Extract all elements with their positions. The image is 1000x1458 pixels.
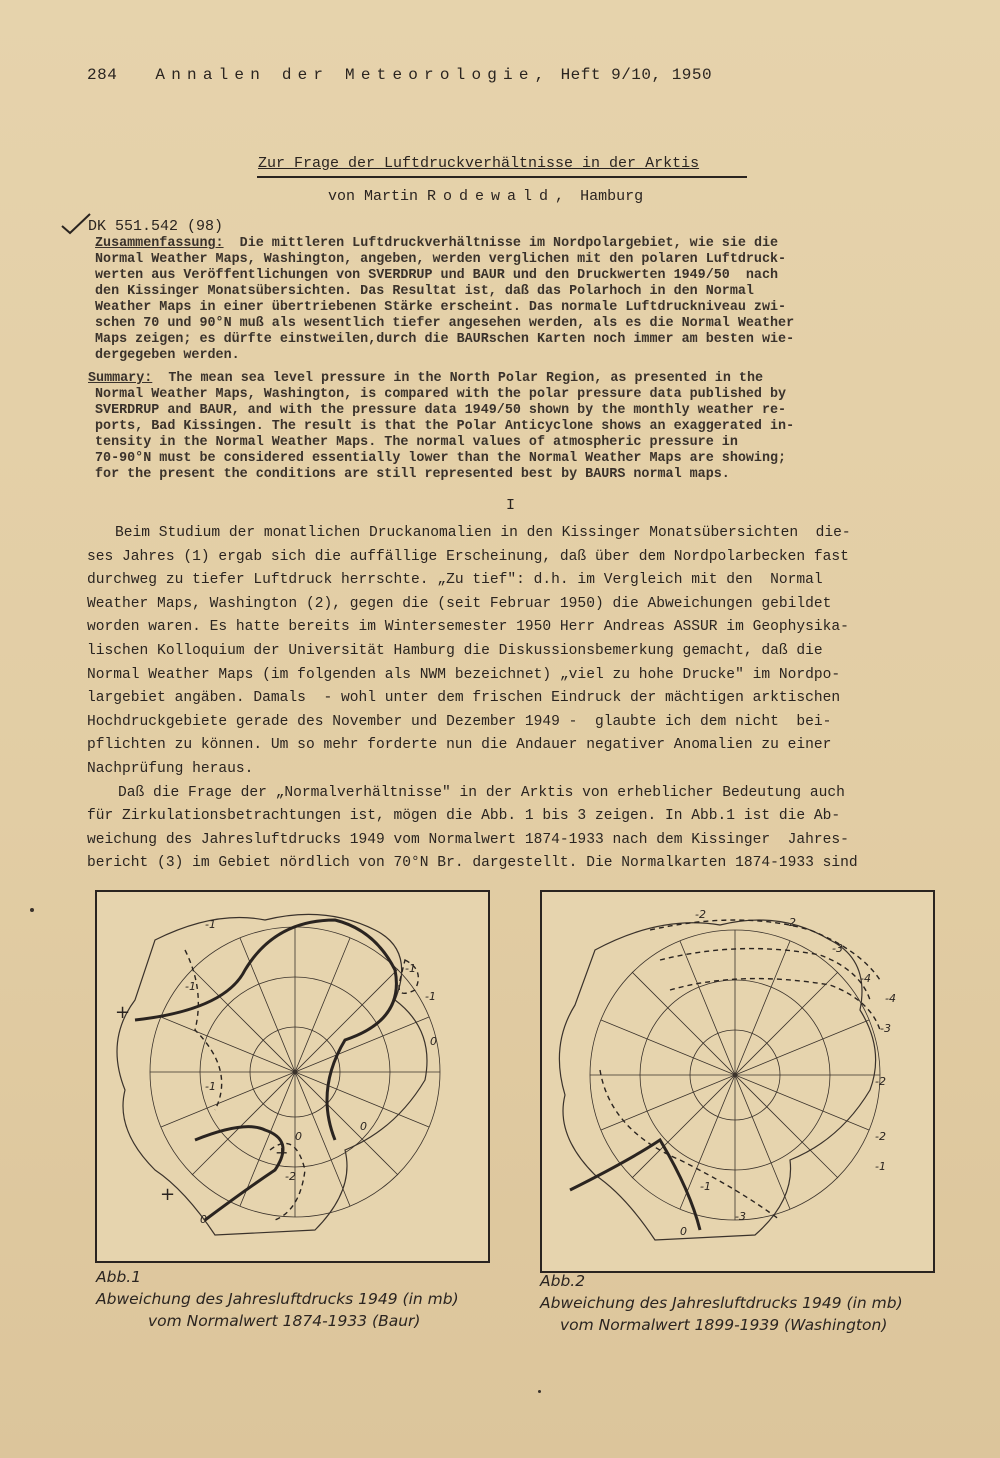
body-line: worden waren. Es hatte bereits im Wintersemester 1950 Herr Andreas ASSUR im Geophysika- bbox=[87, 619, 849, 636]
body-line: durchweg zu tiefer Luftdruck herrschte. „Zu tief": d.h. im Vergleich mit den Normal bbox=[87, 572, 823, 589]
body-text bbox=[87, 522, 940, 876]
abstract-de-line: Normal Weather Maps, Washington, angeben, werden verglichen mit den polaren Luftdruck- bbox=[95, 252, 787, 267]
author-city: Hamburg bbox=[580, 188, 644, 205]
figure-1-caption-line: Abweichung des Jahresluftdrucks 1949 (in mb) bbox=[96, 1290, 459, 1308]
figure-1-caption-line: vom Normalwert 1874-1933 (Baur) bbox=[148, 1312, 421, 1330]
fig1-label: -1 bbox=[185, 980, 196, 993]
fig2-label: -4 bbox=[860, 972, 871, 985]
dk-classification: DK 551.542 (98) bbox=[88, 218, 224, 235]
page-number: 284 bbox=[87, 66, 118, 84]
abstract-en-label: Summary: bbox=[88, 371, 153, 386]
figure-2-graticule bbox=[590, 930, 880, 1220]
fig2-label: -4 bbox=[885, 992, 896, 1005]
fig1-label: -1 bbox=[405, 962, 416, 975]
figure-1-map bbox=[95, 890, 490, 1263]
journal-title: Annalen der Meteorologie, bbox=[155, 66, 551, 84]
fig2-label: -1 bbox=[700, 1180, 711, 1193]
fig1-label: 0 bbox=[295, 1130, 302, 1143]
paper-speck bbox=[30, 908, 34, 912]
fig1-label: -1 bbox=[425, 990, 436, 1003]
figure-1-caption bbox=[96, 1266, 459, 1332]
body-line: bericht (3) im Gebiet nördlich von 70°N Br. dargestellt. Die Normalkarten 1874-1933 sind bbox=[87, 855, 858, 872]
body-line: largebiet angäben. Damals - wohl unter dem frischen Eindruck der mächtigen arktischen bbox=[87, 690, 841, 707]
fig2-label: -2 bbox=[695, 908, 706, 921]
paper-speck bbox=[538, 1390, 541, 1393]
author-prefix: von Martin bbox=[328, 188, 419, 205]
body-line: für Zirkulationsbetrachtungen ist, mögen die Abb. 1 bis 3 zeigen. In Abb.1 ist die Ab- bbox=[87, 808, 841, 825]
abstract-en-line: 70-90°N must be considered essentially lower than the Normal Weather Maps are showing; bbox=[95, 451, 787, 466]
running-head bbox=[87, 66, 712, 84]
fig2-label: -2 bbox=[875, 1130, 886, 1143]
body-line: Hochdruckgebiete gerade des November und Dezember 1949 - glaubte ich dem nicht bei- bbox=[87, 713, 832, 730]
body-line: weichung des Jahresluftdrucks 1949 vom Normalwert 1874-1933 nach dem Kissinger Jahres- bbox=[87, 831, 849, 848]
title-rule bbox=[257, 176, 747, 178]
abstract-de-line: Die mittleren Luftdruckverhältnisse im Nordpolargebiet, wie sie die bbox=[239, 236, 779, 251]
fig1-label: 0 bbox=[360, 1120, 367, 1133]
abstract-en-line: for the present the conditions are still represented best by BAURS normal maps. bbox=[95, 467, 730, 482]
body-line: Daß die Frage der „Normalverhältnisse" in der Arktis von erheblicher Bedeutung auch bbox=[118, 784, 845, 801]
abstract-en-line: tensity in the Normal Weather Maps. The normal values of atmospheric pressure in bbox=[95, 435, 738, 450]
figure-2-label: Abb.2 bbox=[540, 1272, 586, 1290]
body-line: Nachprüfung heraus. bbox=[87, 760, 254, 777]
fig1-label: + bbox=[115, 1002, 131, 1023]
fig1-label: 0 bbox=[200, 1213, 207, 1226]
fig2-label: 0 bbox=[680, 1225, 687, 1238]
fig1-label: -2 bbox=[285, 1170, 296, 1183]
abstract-german bbox=[95, 236, 945, 364]
body-line: pflichten zu können. Um so mehr forderte nun die Andauer negativer Anomalien zu einer bbox=[87, 737, 832, 754]
fig2-label: -3 bbox=[832, 942, 843, 955]
abstract-en-line: ports, Bad Kissingen. The result is that the Polar Anticyclone shows an exaggerated in- bbox=[95, 419, 795, 434]
abstract-english bbox=[88, 371, 938, 483]
fig1-label: + bbox=[275, 1143, 289, 1162]
abstract-de-line: schen 70 und 90°N muß als wesentlich tiefer angesehen werden, als es die Normal Weather bbox=[95, 316, 795, 331]
author-surname: Rodewald, bbox=[427, 188, 572, 205]
figure-2-caption-line: vom Normalwert 1899-1939 (Washington) bbox=[560, 1316, 888, 1334]
body-line: Beim Studium der monatlichen Druckanomalien in den Kissinger Monatsübersichten die- bbox=[115, 525, 851, 541]
abstract-de-line: Maps zeigen; es dürfte einstweilen,durch die BAURschen Karten noch immer am besten wie- bbox=[95, 332, 795, 347]
abstract-en-line: SVERDRUP and BAUR, and with the pressure data 1949/50 shown by the monthly weather re- bbox=[95, 403, 787, 418]
fig1-label: -1 bbox=[205, 918, 216, 931]
figure-2-caption bbox=[540, 1270, 903, 1336]
fig2-label: -3 bbox=[735, 1210, 746, 1223]
fig1-label: -1 bbox=[205, 1080, 216, 1093]
abstract-de-line: Weather Maps in einer übertriebenen Stärke erscheint. Das normale Luftdruckniveau zwi- bbox=[95, 300, 787, 315]
fig2-label: -1 bbox=[875, 1160, 886, 1173]
author-line bbox=[328, 188, 643, 205]
article-title: Zur Frage der Luftdruckverhältnisse in der Arktis bbox=[258, 155, 700, 172]
abstract-en-line: The mean sea level pressure in the North Polar Region, as presented in the bbox=[168, 371, 764, 386]
abstract-en-line: Normal Weather Maps, Washington, is compared with the polar pressure data published by bbox=[95, 387, 787, 402]
body-line: lischen Kolloquium der Universität Hamburg die Diskussionsbemerkung gemacht, daß die bbox=[87, 642, 823, 659]
issue: Heft 9/10, 1950 bbox=[560, 66, 713, 84]
figure-1-label: Abb.1 bbox=[96, 1268, 142, 1286]
body-line: Weather Maps, Washington (2), gegen die (seit Februar 1950) die Abweichungen gebildet bbox=[87, 595, 832, 612]
fig2-label: -2 bbox=[785, 916, 796, 929]
abstract-de-label: Zusammenfassung: bbox=[95, 236, 224, 251]
abstract-de-line: werten aus Veröffentlichungen von SVERDRUP und BAUR und den Druckwerten 1949/50 nach bbox=[95, 268, 779, 283]
body-line: ses Jahres (1) ergab sich die auffällige Erscheinung, daß über dem Nordpolarbecken fast bbox=[87, 548, 849, 565]
section-number: I bbox=[506, 497, 516, 514]
figure-2-caption-line: Abweichung des Jahresluftdrucks 1949 (in mb) bbox=[540, 1294, 903, 1312]
abstract-de-line: den Kissinger Monatsübersichten. Das Resultat ist, daß das Polarhoch in den Normal bbox=[95, 284, 754, 299]
abstract-de-line: dergegeben werden. bbox=[95, 348, 240, 363]
fig1-label: + bbox=[160, 1184, 176, 1205]
fig2-label: -3 bbox=[880, 1022, 891, 1035]
body-line: Normal Weather Maps (im folgenden als NWM bezeichnet) „viel zu hohe Drucke" im Nordpo- bbox=[87, 666, 841, 683]
fig2-label: -2 bbox=[875, 1075, 886, 1088]
fig1-label: 0 bbox=[430, 1035, 437, 1048]
figure-2-map bbox=[540, 890, 935, 1273]
